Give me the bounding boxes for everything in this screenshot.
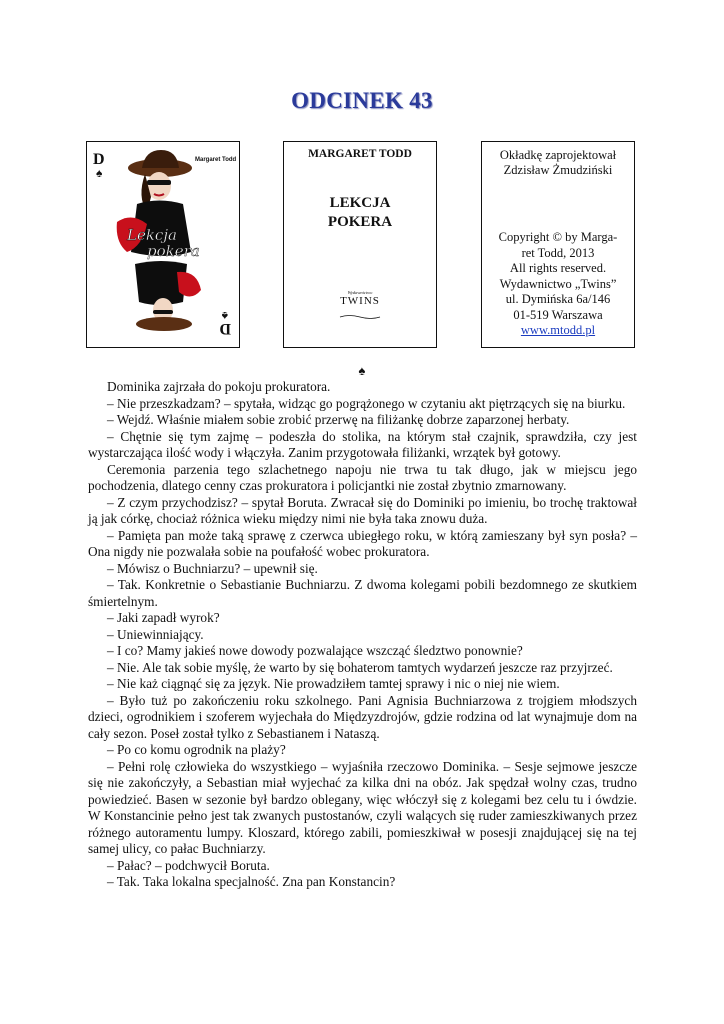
- spade-icon: ♠: [221, 309, 228, 323]
- copyright-line-2: ret Todd, 2013: [521, 245, 595, 260]
- story-paragraph: – Nie przeszkadzam? – spytała, widząc go pogrążonego w czytaniu akt piętrzących się na biurku.: [107, 395, 626, 411]
- story-paragraph: – Chętnie się tym zajmę – podeszła do stolika, na którym stał czajnik, sprawdziła, czy jest wystarczająca ilość wody i włączyła. Zanim przygotowała filiżanki, wrzątek był gotowy.: [88, 428, 637, 460]
- story-paragraph: – Mówisz o Buchniarzu? – upewnił się.: [107, 560, 318, 576]
- story-paragraph: – Pełni rolę człowieka do wszystkiego – wyjaśniła rzeczowo Dominika. – Sesje sejmowe jeszcze się nie zakończyły, a Sebastian miał wyjechać za kilka dni na obóz. Jak spędzał wolny czas, trudno powiedzieć. Basen w sezonie był bardzo oblegany, więc włóczył się z kolegami bez celu tu i ówdzie. W Konstancinie pełno jest tak zwanych pustostanów, czyli walących się ruder zamieszkiwanych przez różnego autoramentu lumpy. Kloszard, którego zabili, pomieszkiwał w posesji znajdującej się na tej samej ulicy, co pałac Buchniarzy.: [88, 758, 637, 856]
- story-paragraph: Dominika zajrzała do pokoju prokuratora.: [107, 379, 331, 394]
- card-rank-top: D: [93, 151, 105, 168]
- publisher-name: Wydawnictwo „Twins”: [499, 276, 617, 291]
- cover-designer: [482, 148, 634, 178]
- story-paragraph: – Wejdź. Właśnie miałem sobie zrobić przerwę na filiżankę dobrze zaparzonej herbaty.: [107, 412, 570, 427]
- spade-separator-icon: ♠: [358, 363, 366, 378]
- rights-reserved: All rights reserved.: [509, 261, 607, 275]
- story-paragraph: – Pałac? – podchwycił Boruta.: [107, 857, 270, 873]
- story-paragraph: Ceremonia parzenia tego szlachetnego napoju nie trwa tu tak długo, jak w miejscu jego pochodzenia, dlatego cenny czas prokuratora i policjantki nie został zbytnio zmarnowany.: [88, 461, 637, 493]
- cover-title-line2: pokera: [147, 242, 200, 260]
- sunglasses-mirrored: [153, 310, 173, 314]
- website-link[interactable]: www.mtodd.pl: [520, 323, 596, 337]
- story-paragraph: – Było tuż po zakończeniu roku szkolnego. Pani Agnisia Buchniarzowa z trojgiem młodszych dzieci, ogrodnikiem i szoferem wyjechała do Międzyzdrojów, gdzie rodzina od lat wynajmuje dom na cały sezon. Poseł został tylko z Sebastianem i Nataszą.: [88, 692, 637, 741]
- hat-brim-mirrored: [136, 317, 192, 331]
- publisher-logo-text: TWINS: [340, 295, 380, 307]
- story-paragraph: – Z czym przychodzisz? – spytał Boruta. Zwracał się do Dominiki po imieniu, bo trochę traktował ją jak córkę, chociaż różnica wieku między nimi nie była taka znowu duża.: [88, 494, 637, 526]
- title-page-author: MARGARET TODD: [308, 148, 412, 160]
- cover-title-line1: Lekcja: [127, 226, 177, 244]
- publisher-city: 01-519 Warszawa: [513, 307, 603, 322]
- title-line-2: POKERA: [327, 214, 393, 230]
- designer-name: Zdzisław Żmudziński: [503, 163, 613, 177]
- story-paragraph: – Tak. Konkretnie o Sebastianie Buchniarzu. Z dwoma kolegami pobili bezdomnego ze skutkiem śmiertelnym.: [88, 577, 637, 609]
- card-rank-bottom: D: [219, 320, 231, 337]
- publisher-logo-small: Wydawnictwo: [347, 290, 373, 295]
- story-paragraph: – I co? Mamy jakieś nowe dowody pozwalające wszcząć śledztwo ponownie?: [107, 643, 523, 658]
- cover-illustration: [87, 142, 239, 347]
- story-paragraph: – Tak. Taka lokalna specjalność. Zna pan Konstancin?: [107, 874, 396, 889]
- sunglasses: [147, 180, 171, 185]
- page-title: ODCINEK 43: [291, 88, 433, 113]
- story-text: [88, 379, 637, 891]
- copyright-block: [482, 230, 634, 339]
- story-paragraph: – Nie. Ale tak sobie myślę, że warto by się bohaterom tamtych wydarzeń jeszcze raz przyjrzeć.: [107, 659, 613, 675]
- title-page-title: [284, 194, 436, 232]
- designer-label: Okładkę zaprojektował: [499, 148, 617, 162]
- publisher-street: ul. Dymińska 6a/146: [505, 292, 611, 306]
- title-line-1: LEKCJA: [329, 195, 391, 211]
- book-cover-image: [86, 141, 240, 348]
- story-paragraph: – Uniewinniający.: [107, 626, 204, 642]
- publisher-logo: [284, 290, 436, 325]
- story-paragraph: – Jaki zapadł wyrok?: [107, 610, 220, 625]
- spade-icon: ♠: [96, 166, 103, 180]
- story-paragraph: – Po co komu ogrodnik na plaży?: [107, 742, 286, 757]
- story-paragraph: – Pamięta pan może taką sprawę z czerwca ubiegłego roku, w którą zamieszany był syn posła? – Ona nigdy nie pozwalała sobie na poufałość wobec prokuratora.: [88, 527, 637, 559]
- cover-author: Margaret Todd: [195, 157, 237, 163]
- story-paragraph: – Nie każ ciągnąć się za język. Nie prowadziłem tamtej sprawy i nic o niej nie wiem.: [107, 676, 560, 691]
- logo-swash-icon: [338, 314, 382, 320]
- title-page: [283, 141, 437, 348]
- copyright-line-1: Copyright © by Marga-: [498, 230, 618, 244]
- credits-page: [481, 141, 635, 348]
